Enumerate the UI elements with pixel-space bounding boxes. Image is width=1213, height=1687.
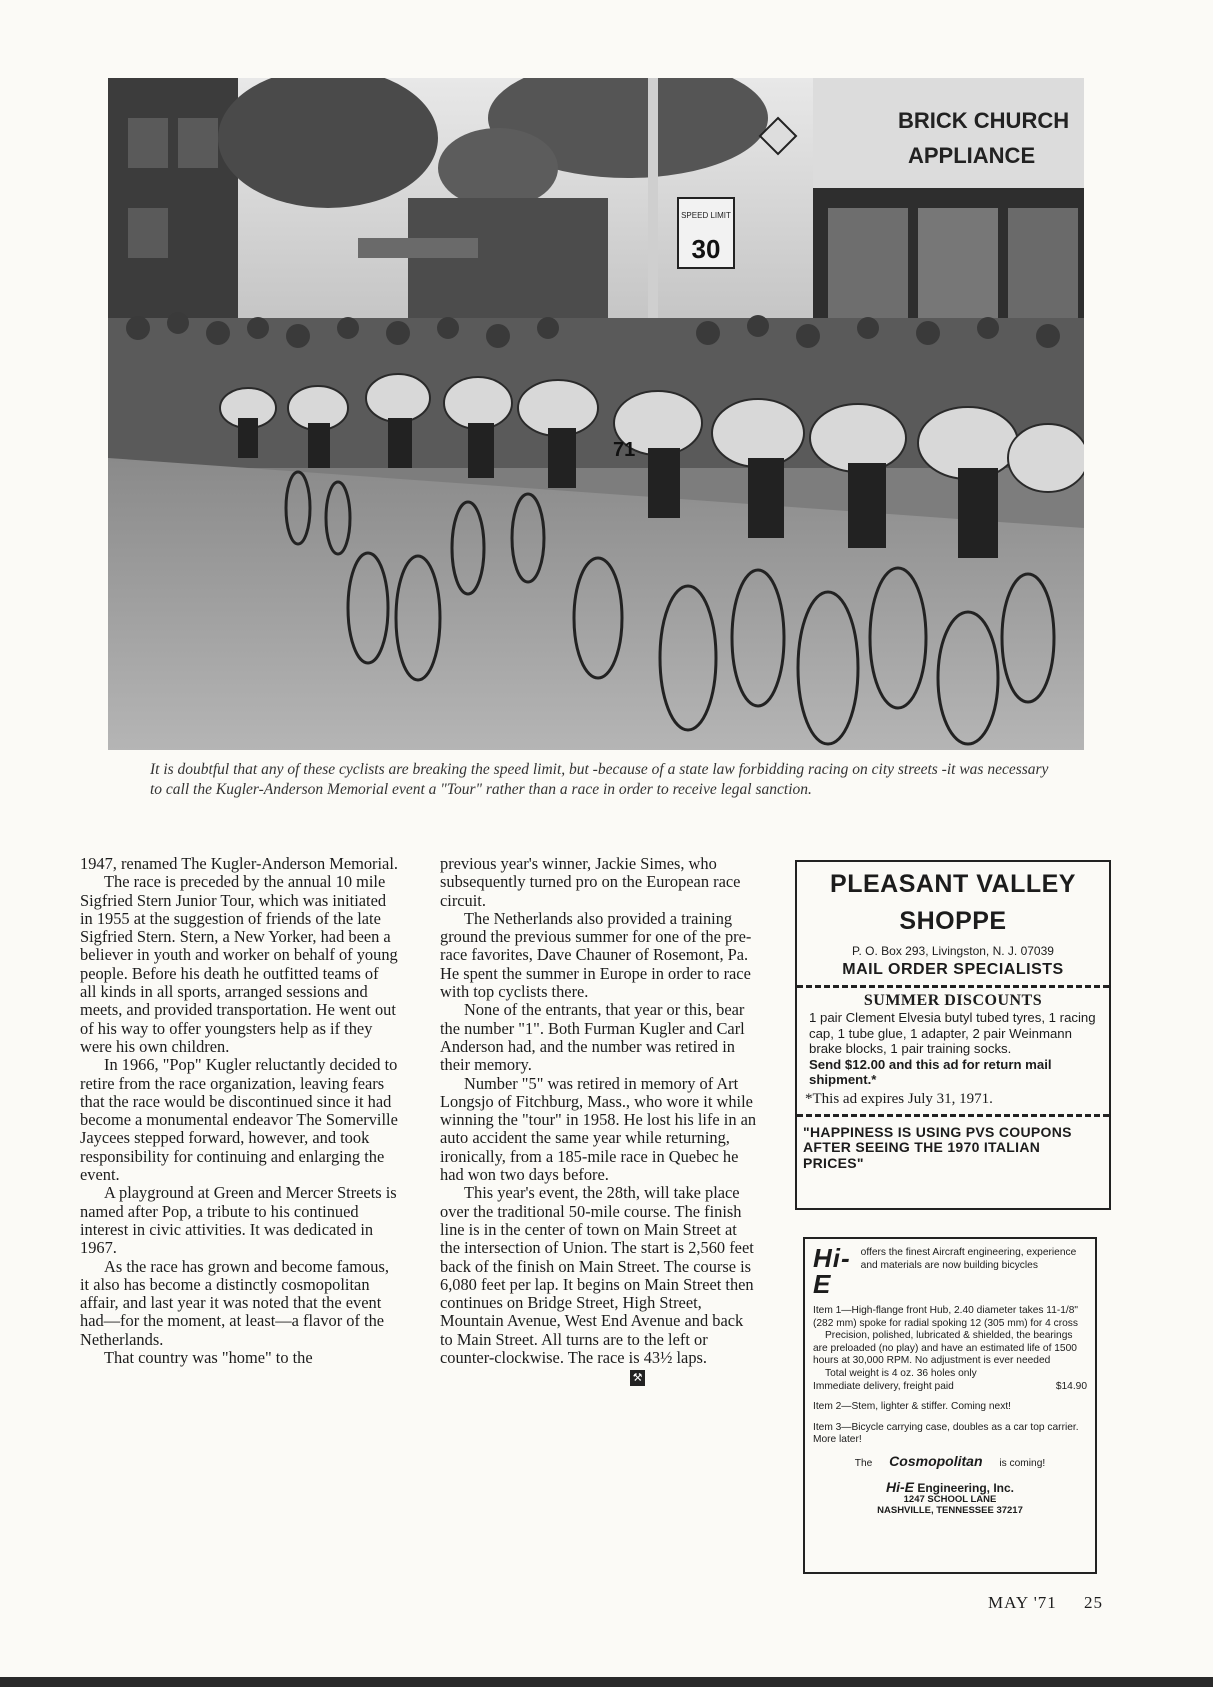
- ad-item1-detail: Precision, polished, lubricated & shielded, the bearings are preloaded (no play) and have an estimated life of 1500 hours at 30,000 RPM. No adjustment is ever needed: [813, 1330, 1077, 1367]
- ad-price: $14.90: [1055, 1380, 1087, 1392]
- ad-weight: Total weight is 4 oz. 36 holes only: [825, 1367, 977, 1379]
- paragraph: That country was "home" to the: [104, 1348, 313, 1368]
- article-column-2: [440, 855, 758, 1386]
- paragraph: Number "5" was retired in memory of Art Longsjo of Fitchburg, Mass., who wore it while winning the "tour" in 1958. He lost his life in an auto accident the same year while returning, ironically, from a 185-mile race in Quebec he had won two days before.: [440, 1073, 757, 1185]
- ad-send: Send $12.00 and this ad for return mail shipment.*: [809, 1056, 1052, 1087]
- paragraph: As the race has grown and become famous, it also has become a distinctly cosmopolitan affair, and last year it was noted that the event had—for the moment, at least—a flavor of the Netherlands.: [80, 1256, 389, 1349]
- ad-cosmopolitan: [813, 1452, 1087, 1471]
- page-number: 25: [1084, 1593, 1104, 1612]
- ad-offer: 1 pair Clement Elvesia butyl tubed tyres, 1 racing cap, 1 tube glue, 1 adapter, 2 pair Weinmann brake blocks, 1 pair training socks.: [809, 1010, 1096, 1056]
- paragraph: None of the entrants, that year or this, bear the number "1". Both Furman Kugler and Carl Anderson had, and the number was retired in their memory.: [440, 1000, 745, 1075]
- ad-slogan: "HAPPINESS IS USING PVS COUPONS AFTER SEEING THE 1970 ITALIAN PRICES": [803, 1123, 1072, 1171]
- company-name: Engineering, Inc.: [917, 1480, 1015, 1495]
- ad-item3: Item 3—Bicycle carrying case, doubles as a car top carrier. More later!: [813, 1421, 1079, 1446]
- hi-e-ad: [803, 1237, 1097, 1574]
- store-sign-line1: BRICK CHURCH: [898, 108, 1070, 133]
- paragraph: 1947, renamed The Kugler-Anderson Memorial.: [80, 854, 398, 873]
- divider: [797, 985, 1109, 988]
- scan-edge: [0, 1677, 1213, 1687]
- cyclists-photo: [108, 78, 1084, 750]
- cosmo-name: Cosmopolitan: [889, 1452, 983, 1469]
- page-footer: [988, 1593, 1103, 1613]
- cyclist-end-mark-icon: ⚒: [630, 1370, 645, 1386]
- store-sign-line2: APPLIANCE: [908, 143, 1036, 168]
- cosmo-pre: The: [854, 1457, 873, 1469]
- article-column-1: [80, 855, 398, 1367]
- ad-intro: offers the finest Aircraft engineering, experience and materials are now building bicycles: [860, 1247, 1077, 1271]
- ad-company: [813, 1478, 1087, 1495]
- paragraph: A playground at Green and Mercer Streets is named after Pop, a tribute to his continued interest in civic attivities. It was dedicated in 1967.: [80, 1183, 397, 1258]
- paragraph: The race is preceded by the annual 10 mile Sigfried Stern Junior Tour, which was initiated in 1955 at the suggestion of friends of the late Sigfried Stern. Stern, a New Yorker, had been a believer in youth and worker on behalf of young people. Before his death he outfitted teams of all kinds in all sports, arranged sessions and meets, and provided transportation. He went out of his way to offer youngsters help as if they were his own children.: [80, 872, 398, 1056]
- paragraph: previous year's winner, Jackie Simes, who subsequently turned pro on the European race circuit.: [440, 854, 741, 910]
- ad-city: NASHVILLE, TENNESSEE 37217: [877, 1505, 1023, 1517]
- ad-title-line2: SHOPPE: [899, 907, 1007, 935]
- hi-e-logo: Hi-E: [813, 1243, 851, 1299]
- issue-date: MAY '71: [988, 1593, 1057, 1612]
- ad-specialty: MAIL ORDER SPECIALISTS: [842, 961, 1064, 978]
- ad-delivery: Immediate delivery, freight paid: [813, 1380, 954, 1392]
- speed-sign-text: SPEED LIMIT: [681, 211, 731, 220]
- paragraph: This year's event, the 28th, will take place over the traditional 50-mile course. The finish line is in the center of town on Main Street at the intersection of Union. The start is 2,560 feet back of the finish on Main Street. The course is 6,080 feet per lap. It begins on Main Street then continues on Bridge Street, High Street, Mountain Avenue, West End Avenue and back to Main Street. All turns are to the left or counter-clockwise. The race is 43½ laps.: [440, 1183, 754, 1368]
- ad-title-line1: PLEASANT VALLEY: [830, 870, 1076, 898]
- ad-street: 1247 SCHOOL LANE: [903, 1494, 997, 1506]
- ad-address: P. O. Box 293, Livingston, N. J. 07039: [852, 944, 1054, 958]
- photo-caption: It is doubtful that any of these cyclists are breaking the speed limit, but -because of a state law forbidding racing on city streets -it was necessary to call the Kugler-Anderson Memorial event a "Tour" rather than a race in order to receive legal sanction.: [150, 761, 1049, 798]
- company-logo: Hi-E: [885, 1478, 914, 1495]
- paragraph: The Netherlands also provided a training ground the previous summer for one of the pre-race favorites, Dave Chauner of Rosemont, Pa. He spent the summer in Europe in order to race with top cyclists there.: [440, 908, 752, 1002]
- paragraph: In 1966, "Pop" Kugler reluctantly decided to retire from the race organization, leaving fears that the race would be discontinued since it had become a monumental endeavor The Somerville Jaycees stepped forward, however, and took responsibility for continuing and enlarging the event.: [80, 1055, 398, 1185]
- cosmo-post: is coming!: [999, 1457, 1046, 1469]
- ad-section-title: SUMMER DISCOUNTS: [863, 992, 1043, 1009]
- pleasant-valley-ad: [795, 860, 1111, 1210]
- ad-item2: Item 2—Stem, lighter & stiffer. Coming next!: [813, 1401, 1011, 1413]
- ad-expires: *This ad expires July 31, 1971.: [805, 1090, 993, 1107]
- rider-number: 71: [613, 439, 636, 461]
- speed-sign-number: 30: [691, 234, 721, 264]
- ad-item1: Item 1—High-flange front Hub, 2.40 diameter takes 11-1/8" (282 mm) spoke for radial spoking 12 (305 mm) for 4 cross: [813, 1305, 1079, 1329]
